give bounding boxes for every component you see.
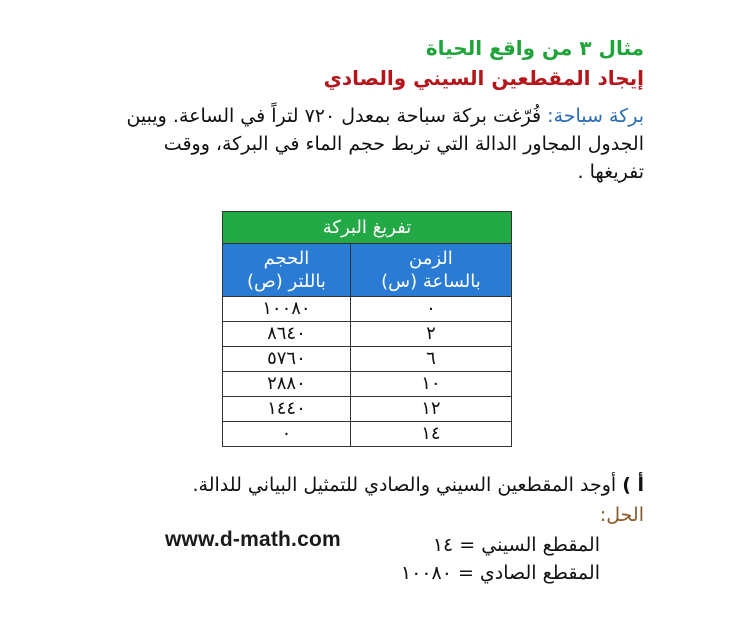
table-header-volume: [223, 244, 351, 297]
table-row: [223, 297, 512, 322]
solution-label: الحل:: [599, 504, 644, 526]
volume-cell: ١٠٠٨٠: [223, 297, 351, 322]
problem-text: فُرّغت بركة سباحة بمعدل ٧٢٠ لتراً في الساعة. ويبين الجدول المجاور الدالة التي تربط حجم الماء في البركة، ووقت تفريغها .: [126, 105, 644, 183]
main-title: إيجاد المقطعين السيني والصادي: [323, 66, 644, 90]
table-row: [223, 397, 512, 422]
volume-cell: ٨٦٤٠: [223, 322, 351, 347]
table-row: [223, 372, 512, 397]
table-caption: تفريغ البركة: [223, 212, 512, 244]
volume-cell: ٢٨٨٠: [223, 372, 351, 397]
y-intercept-answer: المقطع الصادي = ١٠٠٨٠: [400, 562, 600, 584]
header-volume-line1: الحجم: [263, 248, 310, 269]
pool-drain-table: [222, 211, 512, 447]
question: [193, 474, 644, 496]
header-volume-line2: باللتر (ص): [247, 271, 326, 292]
time-cell: ٢: [350, 322, 511, 347]
time-cell: ١٠: [350, 372, 511, 397]
example-title: مثال ٣ من واقع الحياة: [425, 36, 644, 60]
header-time-line2: بالساعة (س): [381, 271, 481, 292]
watermark: www.d-math.com: [165, 528, 341, 551]
time-cell: ١٤: [350, 422, 511, 447]
volume-cell: ٠: [223, 422, 351, 447]
time-cell: ٦: [350, 347, 511, 372]
table-row: [223, 322, 512, 347]
volume-cell: ١٤٤٠: [223, 397, 351, 422]
question-text: أوجد المقطعين السيني والصادي للتمثيل البياني للدالة.: [192, 474, 623, 496]
table-row: [223, 422, 512, 447]
table-header-time: [350, 244, 511, 297]
x-intercept-answer: المقطع السيني = ١٤: [432, 534, 600, 556]
time-cell: ١٢: [350, 397, 511, 422]
time-cell: ٠: [350, 297, 511, 322]
header-time-line1: الزمن: [409, 248, 453, 269]
table-row: [223, 347, 512, 372]
problem-keyword: بركة سباحة:: [547, 105, 644, 127]
volume-cell: ٥٧٦٠: [223, 347, 351, 372]
question-label: أ ): [622, 474, 644, 496]
problem-statement: [104, 102, 644, 186]
